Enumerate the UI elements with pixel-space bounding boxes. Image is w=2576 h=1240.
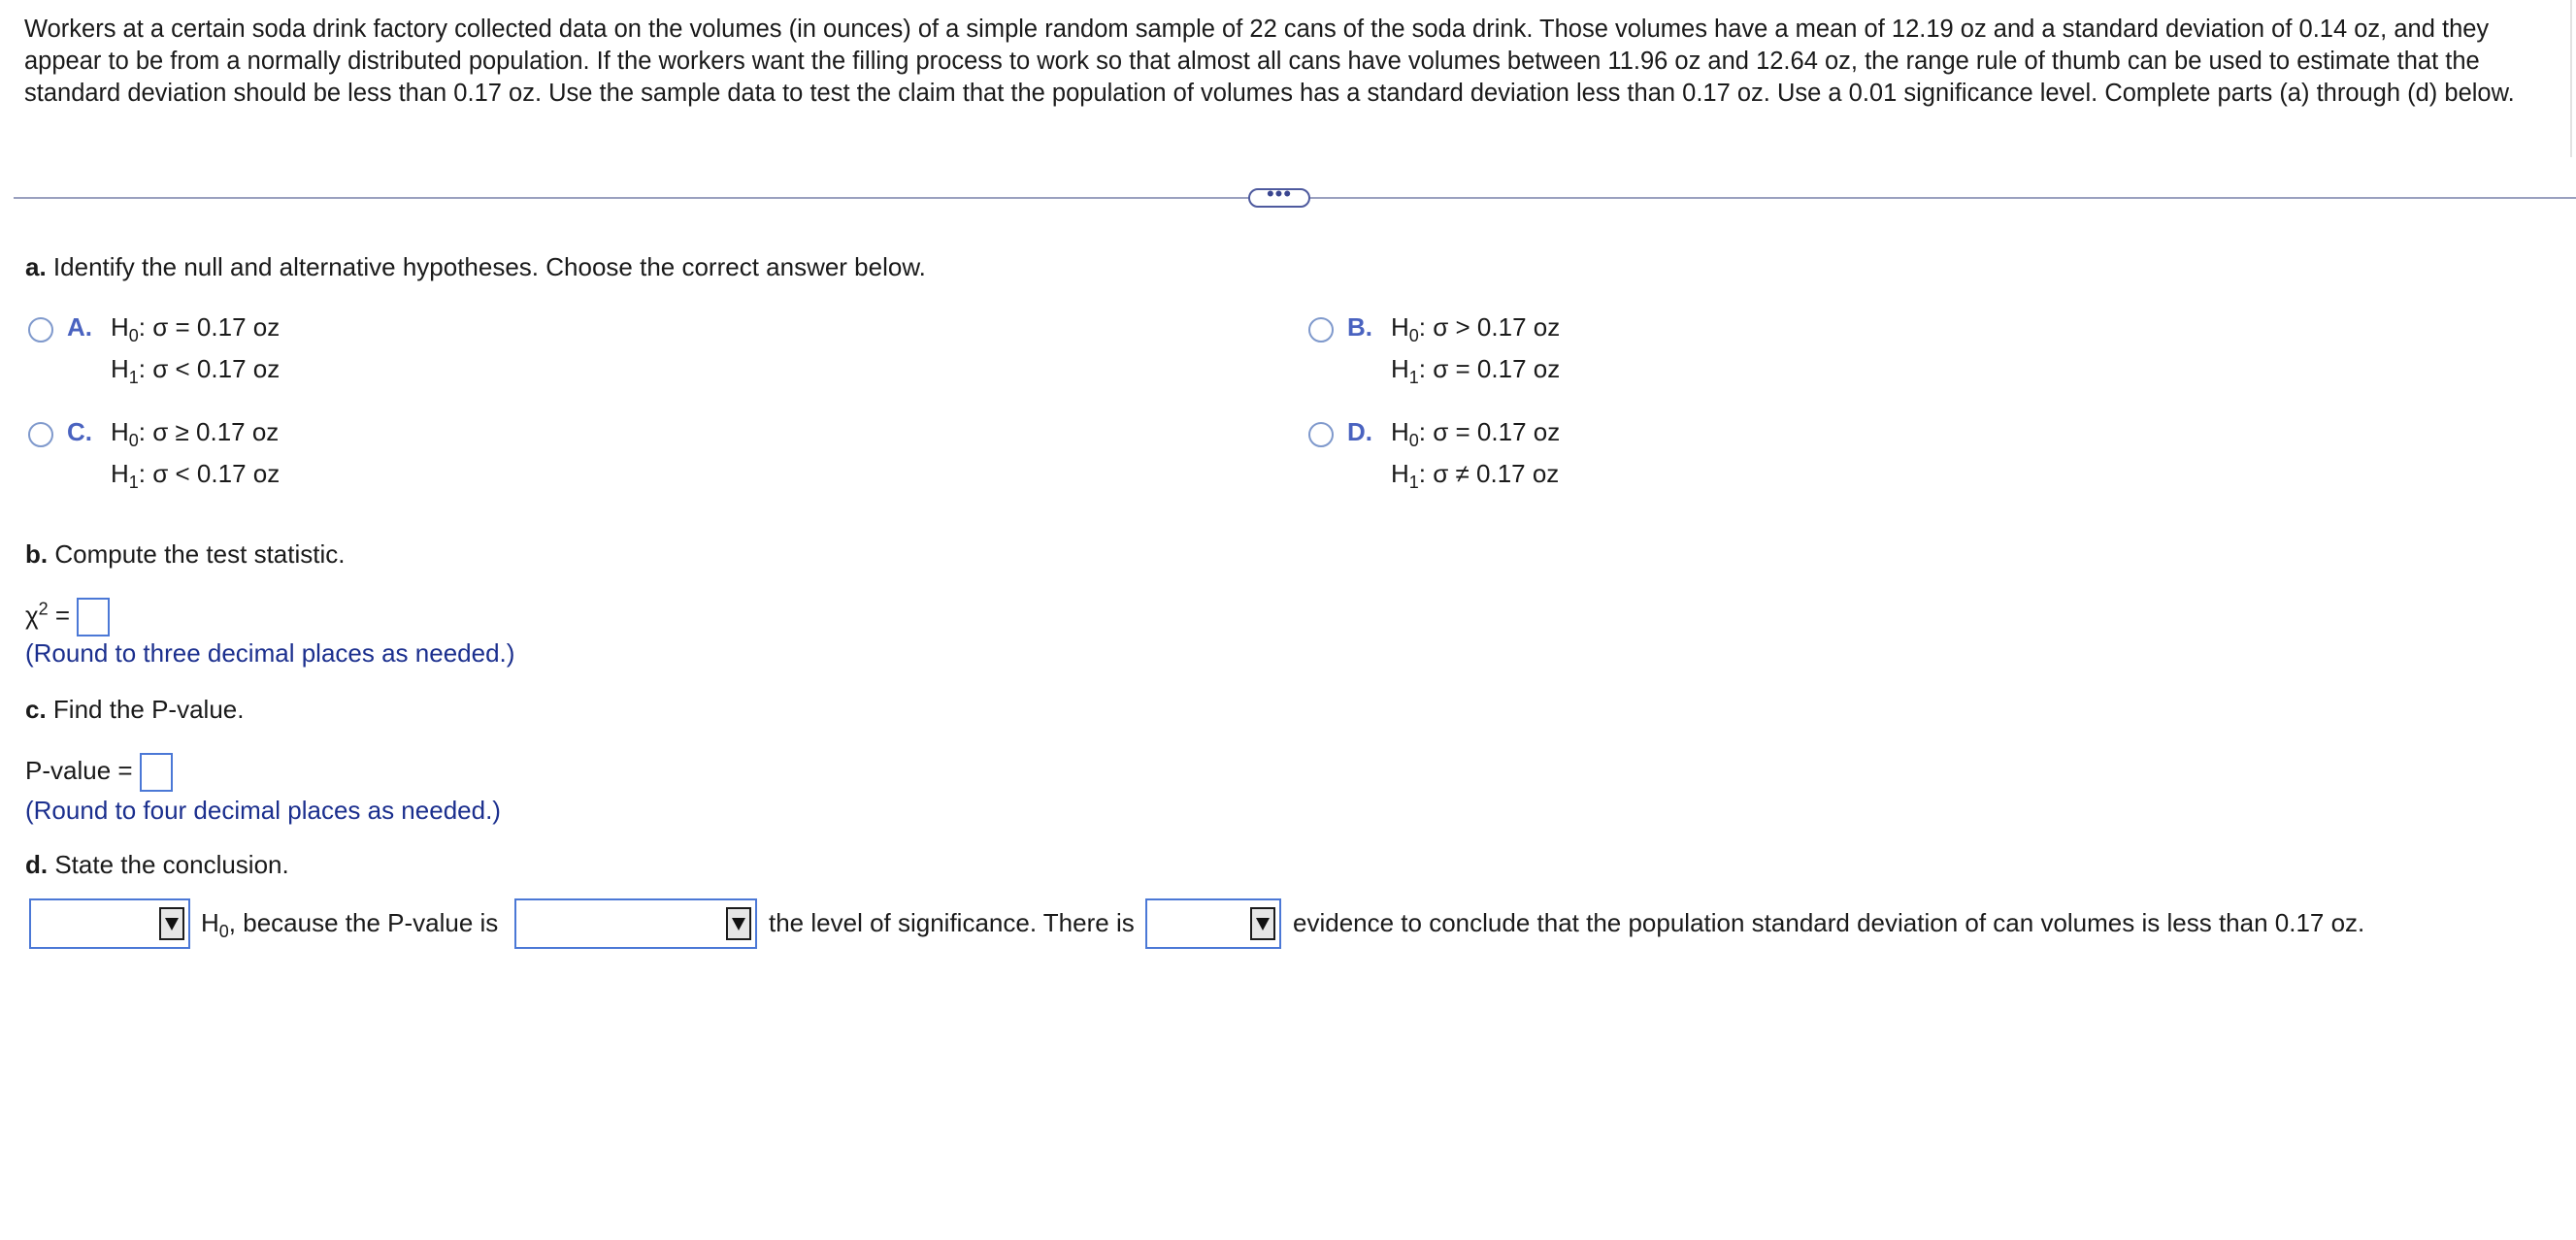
conclusion-text-2: the level of significance. There is (769, 908, 1135, 937)
chevron-down-icon[interactable] (1250, 907, 1275, 940)
part-c-prompt: Find the P-value. (52, 695, 245, 724)
option-b-letter: B. (1347, 312, 1372, 342)
option-b-alt-hypothesis: $H_1$: σ = 0.17 oz (1391, 354, 1561, 387)
chevron-down-icon[interactable] (159, 907, 184, 940)
option-c-letter: C. (67, 417, 92, 446)
p-value-label: P-value = (25, 755, 133, 785)
option-c[interactable] (28, 417, 611, 495)
conclusion-text-1: $H_0$, because the P-value is (201, 908, 499, 941)
part-d-prompt: State the conclusion. (54, 850, 289, 879)
part-b-rounding-note: (Round to three decimal places as needed.) (25, 638, 515, 668)
pvalue-comparison-dropdown[interactable] (514, 898, 757, 949)
part-d-heading (25, 850, 289, 880)
option-a-alt-hypothesis: $H_1$: σ < 0.17 oz (111, 354, 281, 387)
chevron-down-icon[interactable] (726, 907, 751, 940)
option-c-radio[interactable] (28, 422, 53, 447)
reject-decision-dropdown[interactable] (29, 898, 190, 949)
option-d[interactable] (1308, 417, 1891, 495)
expand-more-button[interactable]: ••• (1248, 188, 1310, 208)
part-b-label: b. (25, 539, 49, 569)
option-a-null-hypothesis: $H_0$: σ = 0.17 oz (111, 312, 281, 345)
part-b-prompt: Compute the test statistic. (54, 539, 346, 569)
evidence-dropdown[interactable] (1145, 898, 1281, 949)
option-c-alt-hypothesis: $H_1$: σ < 0.17 oz (111, 459, 281, 492)
p-value-input[interactable] (140, 753, 173, 792)
option-a-letter: A. (67, 312, 92, 342)
test-statistic-input[interactable] (77, 598, 110, 636)
test-statistic-line: $\chi^2$ = (25, 598, 110, 636)
part-c-label: c. (25, 695, 47, 724)
option-d-alt-hypothesis: $H_1$: σ ≠ 0.17 oz (1391, 459, 1560, 492)
part-c-heading (25, 695, 244, 725)
part-d-label: d. (25, 850, 49, 879)
option-b-radio[interactable] (1308, 317, 1334, 343)
question-text: Workers at a certain soda drink factory collected data on the volumes (in ounces) of a simple random sample of 22 cans of the soda drink. Those volumes have a mean of 12.19 oz and a standard deviation of 0.14 oz, and they appear to be from a normally distributed population. If the workers want the filling process to work so that almost all cans have volumes between 11.96 oz and 12.64 oz, the range rule of thumb can be used to estimate that the standard deviation should be less than 0.17 oz. Use the sample data to test the claim that the population of volumes has a standard deviation less than 0.17 oz. Use a 0.01 significance level. Complete parts (a) through (d) below. (24, 16, 2515, 107)
part-a-label: a. (25, 252, 47, 281)
option-d-null-hypothesis: $H_0$: σ = 0.17 oz (1391, 417, 1561, 450)
option-d-letter: D. (1347, 417, 1372, 446)
part-b-heading (25, 539, 345, 570)
part-c-rounding-note: (Round to four decimal places as needed.) (25, 796, 501, 825)
conclusion-text-3: evidence to conclude that the population standard deviation of can volumes is less than 0.17 oz. (1293, 908, 2365, 937)
option-c-null-hypothesis: $H_0$: σ ≥ 0.17 oz (111, 417, 280, 450)
part-a-heading (25, 252, 926, 282)
option-a[interactable] (28, 312, 611, 390)
p-value-line (25, 753, 173, 792)
scrollbar-edge (2570, 0, 2572, 157)
option-b-null-hypothesis: $H_0$: σ > 0.17 oz (1391, 312, 1561, 345)
option-a-radio[interactable] (28, 317, 53, 343)
option-b[interactable] (1308, 312, 1891, 390)
part-a-prompt: Identify the null and alternative hypotheses. Choose the correct answer below. (52, 252, 926, 281)
chi-square-symbol: $\chi^2$ (25, 599, 49, 630)
option-d-radio[interactable] (1308, 422, 1334, 447)
